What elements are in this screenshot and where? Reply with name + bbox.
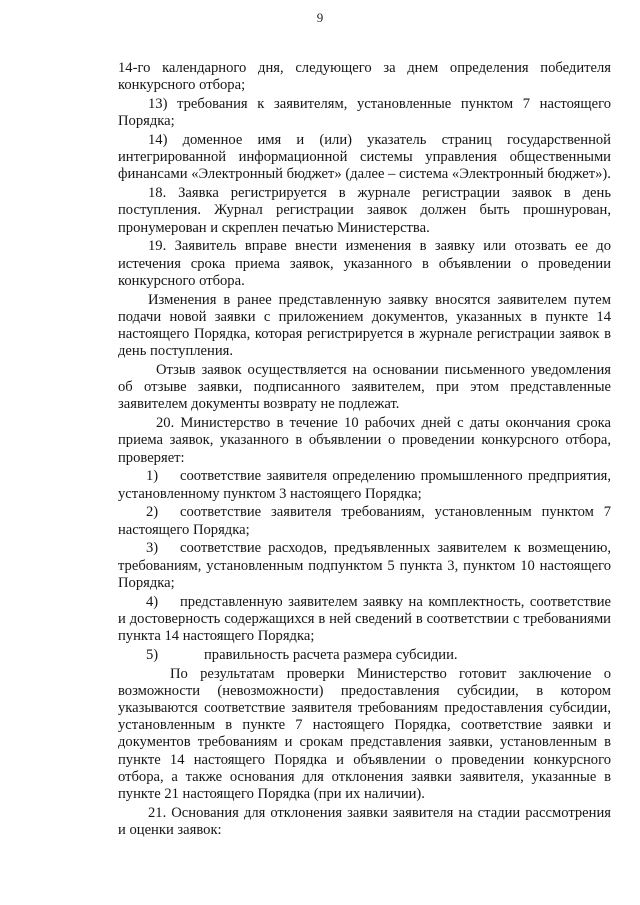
- paragraph-item-13: 13) требования к заявителям, установленные пунктом 7 настоящего Порядка;: [118, 96, 611, 130]
- check-item-number: 1): [146, 468, 159, 485]
- paragraph-20: 20. Министерство в течение 10 рабочих дней с даты окончания срока приема заявок, указанного в объявлении о проведении конкурсного отбора, проверяет:: [118, 415, 611, 466]
- check-item-text: соответствие заявителя определению промышленного предприятия, установленному пунктом 3 настоящего Порядка;: [118, 468, 611, 502]
- check-item-number: 2): [146, 504, 159, 521]
- check-item-text: правильность расчета размера субсидии.: [204, 646, 458, 663]
- paragraph-changes: Изменения в ранее представленную заявку вносятся заявителем путем подачи новой заявки с приложением документов, указанных в пункте 14 настоящего Порядка, которая регистрируется в журнале регистрации заявок в день поступления.: [118, 291, 611, 360]
- paragraph-19: 19. Заявитель вправе внести изменения в заявку или отозвать ее до истечения срока приема заявок, указанного в объявлении о проведении конкурсного отбора.: [118, 238, 611, 289]
- check-item-2: [118, 504, 611, 538]
- paragraph-withdrawal: Отзыв заявок осуществляется на основании письменного уведомления об отзыве заявки, подписанного заявителем, при этом представленные заявителем документы возврату не подлежат.: [118, 362, 611, 413]
- check-item-text: соответствие расходов, предъявленных заявителем к возмещению, требованиям, установленным подпунктом 5 пункта 3, пунктом 10 настоящего Порядка;: [118, 540, 611, 591]
- check-item-text: представленную заявителем заявку на комплектность, соответствие и достоверность содержащихся в ней сведений в соответствии с требованиями пункта 14 настоящего Порядка;: [118, 593, 611, 645]
- check-item-3: [118, 540, 611, 592]
- check-item-4: [118, 594, 611, 646]
- check-item-text: соответствие заявителя требованиям, установленным пунктом 7 настоящего Порядка;: [118, 504, 611, 538]
- check-item-number: 4): [146, 593, 159, 610]
- check-item-1: [118, 468, 611, 502]
- paragraph-continuation: 14-го календарного дня, следующего за днем определения победителя конкурсного отбора;: [118, 60, 611, 94]
- check-item-number: 5): [146, 646, 159, 663]
- page-number: 9: [316, 10, 324, 25]
- paragraph-21: 21. Основания для отклонения заявки заявителя на стадии рассмотрения и оценки заявок:: [118, 804, 611, 839]
- paragraph-18: 18. Заявка регистрируется в журнале регистрации заявок в день поступления. Журнал регистрации заявок должен быть прошнурован, пронумерован и скреплен печатью Министерства.: [118, 185, 611, 236]
- document-body: [118, 60, 611, 841]
- check-item-number: 3): [146, 540, 159, 557]
- paragraph-conclusion: По результатам проверки Министерство готовит заключение о возможности (невозможности) предоставления субсидии, в котором указываются соответствие заявителя требованиям предоставления субсидии, установленным в пункте 7 настоящего Порядка, соответствие заявки и документов требованиям и срокам представления заявки, установленным в пункте 14 настоящего Порядка и объявлении о проведении конкурсного отбора, а также основания для отклонения заявки заявителя, указанные в пункте 21 настоящего Порядка (при их наличии).: [118, 665, 611, 803]
- paragraph-item-14: 14) доменное имя и (или) указатель страниц государственной интегрированной информационной системы управления общественными финансами «Электронный бюджет» (далее – система «Электронный бюджет»).: [118, 132, 611, 183]
- check-item-5: [118, 647, 611, 664]
